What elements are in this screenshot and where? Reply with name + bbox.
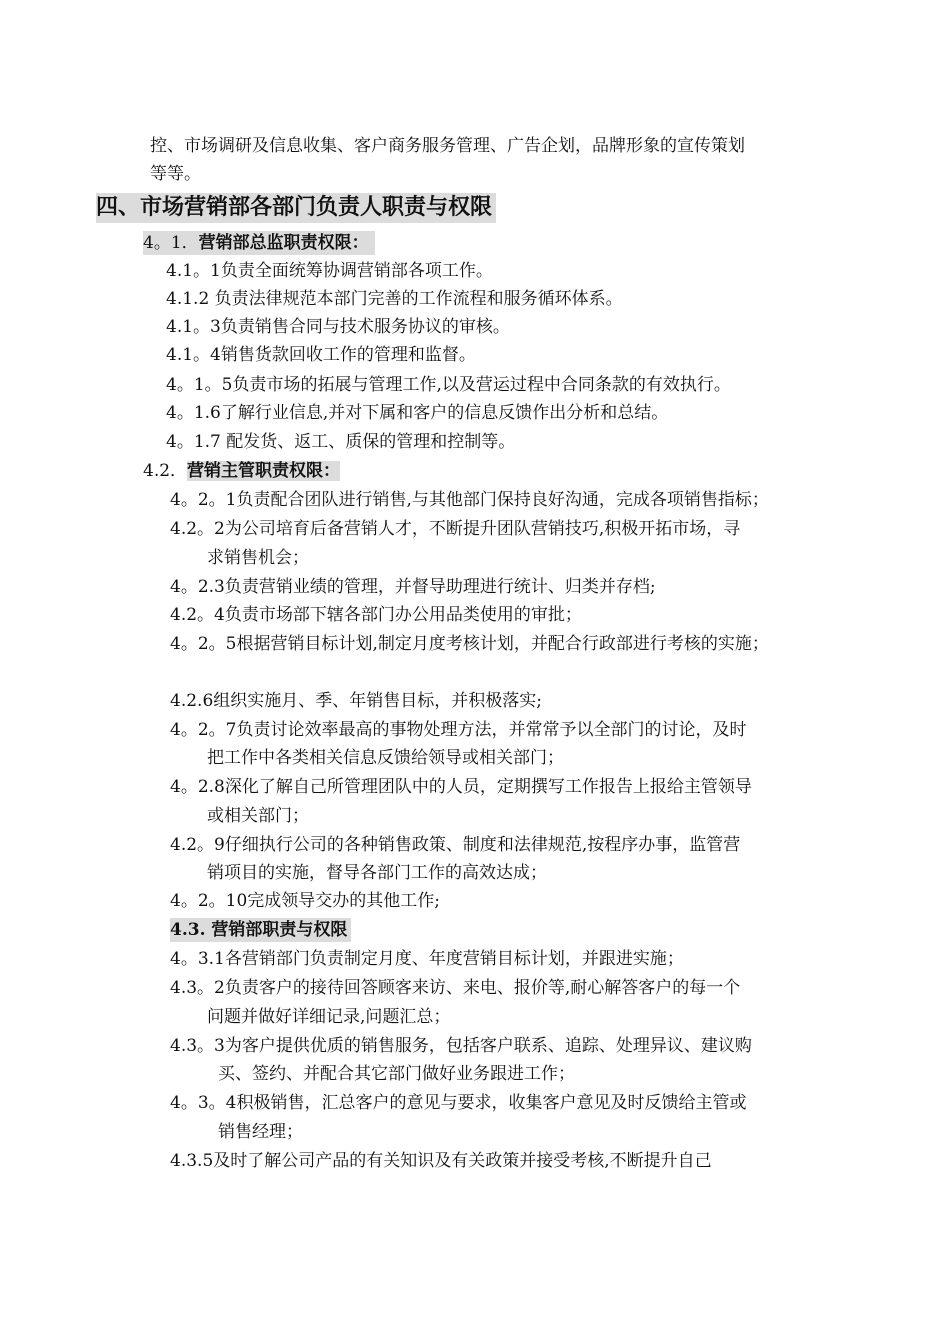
subsection-4-2-title: 营销主管职责权限： — [187, 461, 341, 481]
list-item: 4.3.5及时了解公司产品的有关知识及有关政策并接受考核,不断提升自己 — [170, 1151, 712, 1171]
list-item: 4。3.1各营销部门负责制定月度、年度营销目标计划，并跟进实施； — [170, 949, 684, 969]
list-item-continuation: 把工作中各类相关信息反馈给领导或相关部门； — [207, 748, 564, 768]
subsection-4-2-number: 4.2． — [143, 461, 188, 481]
subsection-4-1-title: 营销部总监职责权限： — [198, 233, 369, 253]
list-item: 4。2。1负责配合团队进行销售,与其他部门保持良好沟通，完成各项销售指标； — [170, 490, 769, 510]
list-item-continuation: 或相关部门； — [207, 806, 309, 826]
list-item-continuation: 求销售机会； — [207, 548, 309, 568]
list-item: 4。1.6了解行业信息,并对下属和客户的信息反馈作出分析和总结。 — [166, 403, 669, 423]
intro-line-1: 控、市场调研及信息收集、客户商务服务管理、广告企划，品牌形象的宣传策划 — [150, 136, 745, 156]
list-item: 4.3。3为客户提供优质的销售服务，包括客户联系、追踪、处理异议、建议购 — [170, 1036, 752, 1056]
list-item: 4。1.7 配发货、返工、质保的管理和控制等。 — [166, 432, 516, 452]
list-item: 4。2。5根据营销目标计划,制定月度考核计划，并配合行政部进行考核的实施； — [170, 634, 769, 654]
subsection-4-1-heading — [143, 231, 375, 255]
subsection-4-3-heading: 4.3. 营销部职责与权限 — [170, 918, 351, 942]
intro-line-2: 等等。 — [150, 164, 201, 184]
list-item: 4.2.6组织实施月、季、年销售目标，并积极落实; — [170, 691, 542, 711]
list-item-continuation: 问题并做好详细记录,问题汇总； — [207, 1007, 451, 1027]
list-item: 4.2。2为公司培育后备营销人才，不断提升团队营销技巧,积极开拓市场，寻 — [170, 519, 741, 539]
list-item: 4.2。9仔细执行公司的各种销售政策、制度和法律规范,按程序办事，监管营 — [170, 835, 741, 855]
list-item: 4。2.3负责营销业绩的管理，并督导助理进行统计、归类并存档; — [170, 577, 656, 597]
list-item: 4.1。1负责全面统筹协调营销部各项工作。 — [166, 261, 493, 281]
list-item-continuation: 销项目的实施，督导各部门工作的高效达成； — [207, 863, 547, 883]
list-item: 4.1.2 负责法律规范本部门完善的工作流程和服务循环体系。 — [166, 289, 623, 309]
list-item: 4。3。4积极销售，汇总客户的意见与要求，收集客户意见及时反馈给主管或 — [170, 1093, 747, 1113]
list-item: 4.1。3负责销售合同与技术服务协议的审核。 — [166, 317, 510, 337]
list-item: 4。2.8深化了解自己所管理团队中的人员，定期撰写工作报告上报给主管领导 — [170, 777, 752, 797]
list-item: 4.3。2负责客户的接待回答顾客来访、来电、报价等,耐心解答客户的每一个 — [170, 978, 741, 998]
list-item-continuation: 销售经理； — [218, 1122, 303, 1142]
section-heading: 四、市场营销部各部门负责人职责与权限 — [96, 193, 496, 223]
list-item: 4。1。5负责市场的拓展与管理工作,以及营运过程中合同条款的有效执行。 — [166, 375, 731, 395]
list-item: 4.2。4负责市场部下辖各部门办公用品类使用的审批； — [170, 605, 582, 625]
subsection-4-2-heading — [143, 459, 340, 483]
list-item: 4.1。4销售货款回收工作的管理和监督。 — [166, 345, 476, 365]
list-item: 4。2。10完成领导交办的其他工作; — [170, 891, 440, 911]
list-item-continuation: 买、签约、并配合其它部门做好业务跟进工作； — [218, 1064, 575, 1084]
list-item: 4。2。7负责讨论效率最高的事物处理方法，并常常予以全部门的讨论，及时 — [170, 720, 747, 740]
subsection-4-1-number: 4。1． — [143, 233, 199, 253]
